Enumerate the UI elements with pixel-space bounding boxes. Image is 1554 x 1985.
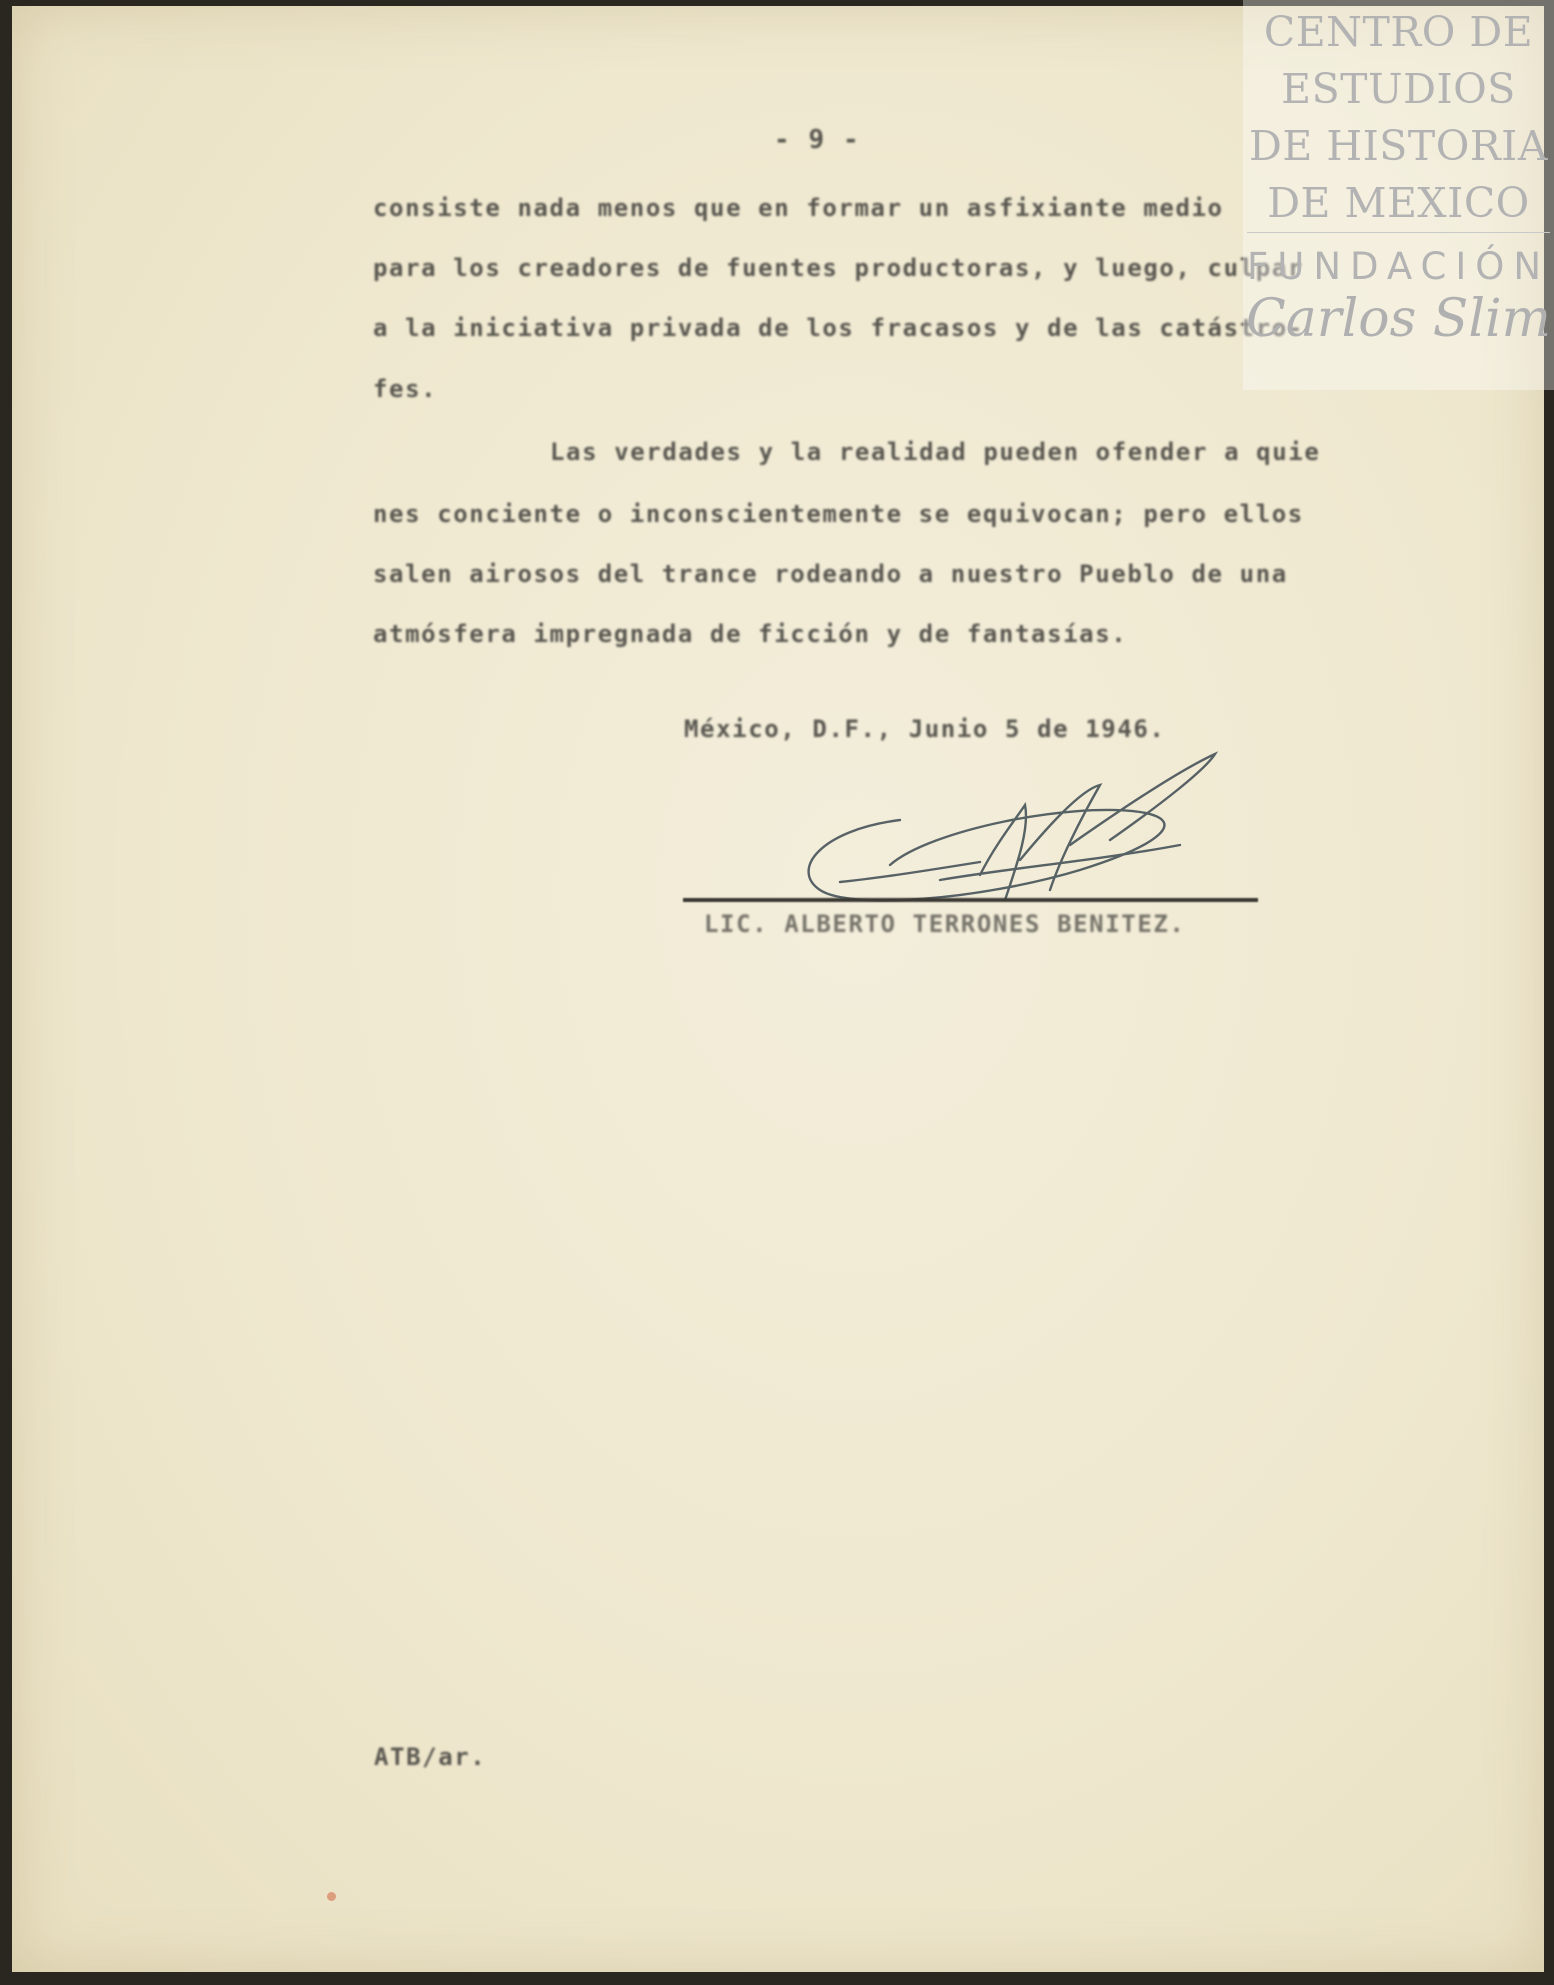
handwritten-signature (780, 750, 1250, 920)
watermark-line: DE MEXICO (1267, 179, 1530, 227)
body-line: para los creadores de fuentes productoras, y luego, culpar (373, 254, 1304, 282)
reference-initials: ATB/ar. (374, 1743, 487, 1771)
archive-watermark (1243, 0, 1554, 390)
watermark-line: DE HISTORIA (1248, 122, 1548, 170)
paper-stain (327, 1892, 336, 1901)
body-line: a la iniciativa privada de los fracasos y de las catástro- (373, 314, 1304, 342)
body-line: fes. (373, 375, 438, 403)
signature-line (683, 898, 1258, 902)
watermark-line: ESTUDIOS (1281, 65, 1516, 113)
body-line: consiste nada menos que en formar un asfixiante medio (373, 194, 1224, 222)
body-line: nes conciente o inconscientemente se equivocan; pero ellos (373, 500, 1304, 528)
page-number: - 9 - (774, 125, 861, 155)
body-line: atmósfera impregnada de ficción y de fantasías. (373, 620, 1128, 648)
watermark-divider (1247, 232, 1550, 233)
place-date: México, D.F., Junio 5 de 1946. (684, 715, 1166, 743)
watermark-name: Carlos Slim (1246, 289, 1551, 349)
body-line: Las verdades y la realidad pueden ofender a quie (550, 438, 1321, 466)
watermark-fundacion: FUNDACIÓN (1246, 245, 1551, 288)
signatory-name: LIC. ALBERTO TERRONES BENITEZ. (704, 910, 1186, 938)
watermark-line: CENTRO DE (1263, 8, 1534, 56)
body-line: salen airosos del trance rodeando a nuestro Pueblo de una (373, 560, 1288, 588)
